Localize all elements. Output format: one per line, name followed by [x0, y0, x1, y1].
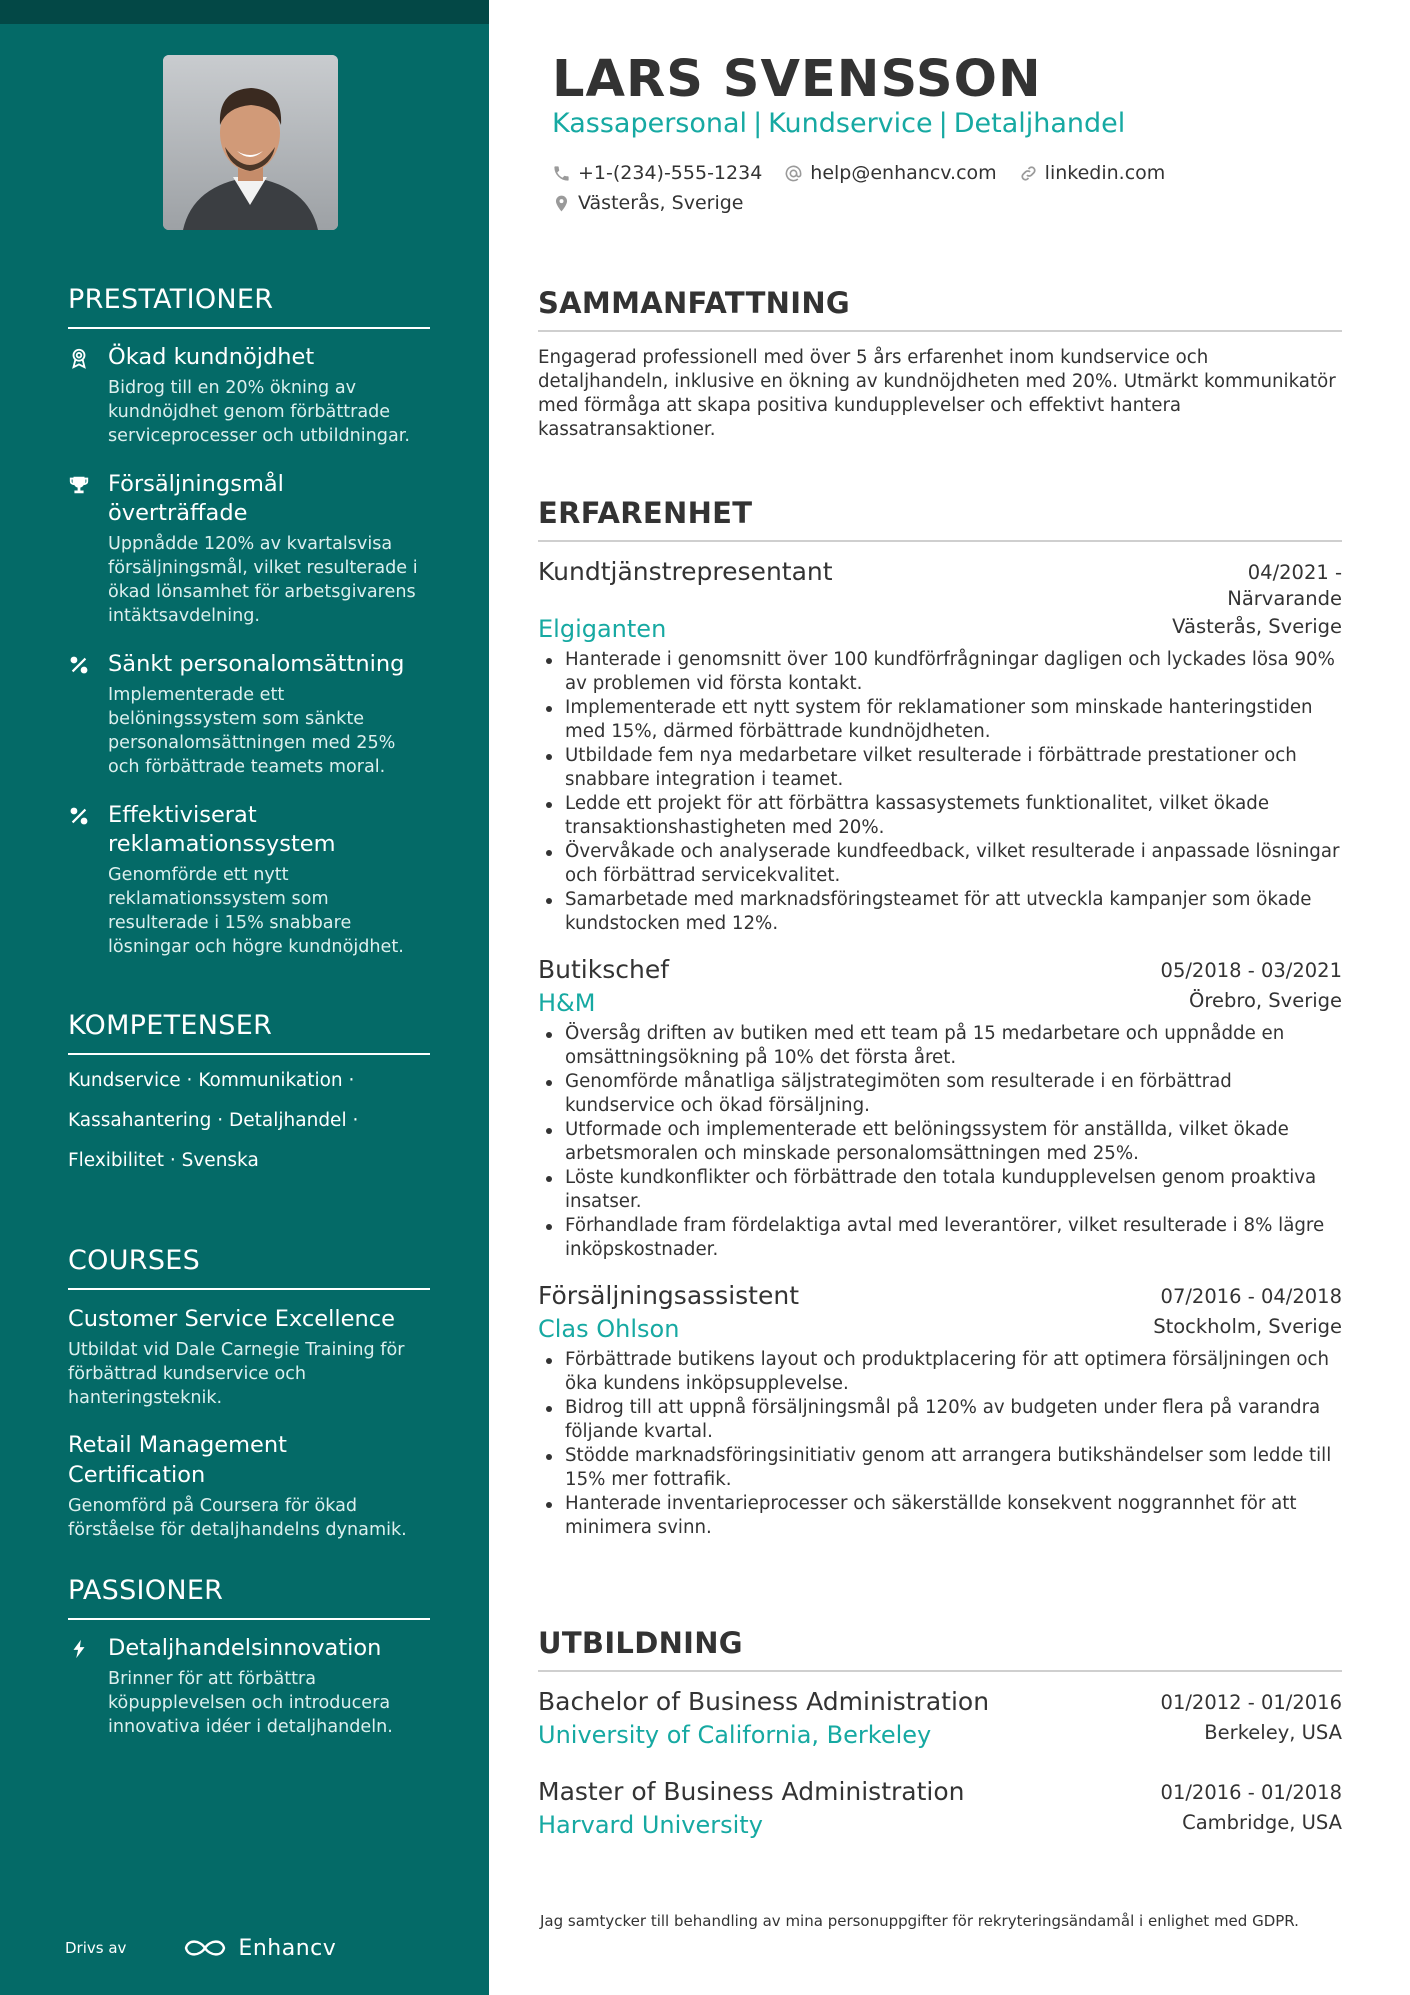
linkedin-text: linkedin.com: [1044, 162, 1166, 184]
achievement-item: [68, 650, 430, 779]
job-titles: [552, 108, 1125, 139]
achievements-section: [68, 284, 430, 981]
bullet-item: Förbättrade butikens layout och produktplacering för att optimera försäljningen och öka kundens inköpsupplevelse.: [538, 1348, 1342, 1396]
job-location: Västerås, Sverige: [1172, 615, 1342, 638]
trophy-icon: [68, 470, 108, 628]
skills-line: Kundservice · Kommunikation ·: [68, 1070, 355, 1091]
skills-line: Flexibilitet · Svenska: [68, 1150, 259, 1171]
percent-icon: [68, 801, 108, 959]
at-icon: [784, 164, 803, 183]
course-item: [68, 1304, 430, 1410]
summary-heading: SAMMANFATTNING: [538, 286, 1342, 332]
job-title: Försäljningsassistent: [538, 1281, 799, 1310]
job-title: Butikschef: [538, 955, 670, 984]
course-description: Utbildat vid Dale Carnegie Training för förbättrad kundservice och hanteringsteknik.: [68, 1340, 405, 1408]
achievement-item: [68, 343, 430, 448]
passions-heading: PASSIONER: [68, 1575, 430, 1620]
skills-heading: KOMPETENSER: [68, 1010, 430, 1055]
job-company: Elgiganten: [538, 615, 667, 643]
degree-title: Master of Business Administration: [538, 1777, 965, 1806]
job-date-end: Närvarande: [1227, 587, 1342, 610]
email-text: help@enhancv.com: [810, 162, 997, 184]
job-company: Clas Ohlson: [538, 1315, 680, 1343]
bullet-item: Utbildade fem nya medarbetare vilket resulterade i förbättrade prestationer och snabbare integration i teamet.: [538, 744, 1342, 792]
brand-name: Enhancv: [238, 1935, 337, 1961]
bullet-item: Hanterade i genomsnitt över 100 kundförfrågningar dagligen och lyckades lösa 90% av problemen vid första kontakt.: [538, 648, 1342, 696]
skills-section: [68, 1010, 430, 1189]
education-entry: [538, 1686, 1342, 1752]
job-date: [1227, 556, 1342, 612]
bullet-item: Utformade och implementerade ett belöningssystem för anställda, vilket ökade arbetsmoralen och minskade personalomsättningen med 25%.: [538, 1118, 1342, 1166]
achievements-heading: PRESTATIONER: [68, 284, 430, 329]
course-description: Genomförd på Coursera för ökad förståelse för detaljhandelns dynamik.: [68, 1496, 407, 1540]
sidebar-footer: [65, 1928, 445, 1968]
enhancv-logo[interactable]: [182, 1936, 336, 1961]
education-entry: [538, 1776, 1342, 1842]
bullet-item: Bidrog till att uppnå försäljningsmål på 120% av budgeten under flera på varandra följande kvartal.: [538, 1396, 1342, 1444]
achievement-title: Effektiviserat reklamationssystem: [108, 802, 336, 857]
gdpr-consent: Jag samtycker till behandling av mina personuppgifter för rekryteringsändamål i enlighet med GDPR.: [540, 1912, 1299, 1930]
powered-by-label: Drivs av: [65, 1939, 127, 1957]
bullet-item: Stödde marknadsföringsinitiativ genom att arrangera butikshändelser som ledde till 15% mer fottrafik.: [538, 1444, 1342, 1492]
job-date: 05/2018 - 03/2021: [1160, 959, 1342, 982]
bullet-item: Hanterade inventarieprocesser och säkerställde konsekvent noggrannhet för att minimera svinn.: [538, 1492, 1342, 1540]
achievement-description: Uppnådde 120% av kvartalsvisa försäljningsmål, vilket resulterade i ökad lönsamhet för arbetsgivarens intäktsavdelning.: [108, 534, 418, 626]
education-date: 01/2012 - 01/2016: [1160, 1691, 1342, 1714]
education-section: [538, 1626, 1342, 1866]
bullet-item: Övervåkade och analyserade kundfeedback, vilket resulterade i anpassade lösningar och förbättrad servicekvalitet.: [538, 840, 1342, 888]
course-title: Retail Management Certification: [68, 1432, 287, 1488]
location-row: [552, 192, 765, 214]
summary-section: [538, 286, 1342, 442]
title-item: Detaljhandel: [953, 108, 1126, 139]
bullet-item: Ledde ett projekt för att förbättra kassasystemets funktionalitet, vilket ökade transaktionshastigheten med 20%.: [538, 792, 1342, 840]
percent-icon: [68, 650, 108, 779]
award-icon: [68, 343, 108, 448]
education-heading: UTBILDNING: [538, 1626, 1342, 1672]
job-date: 07/2016 - 04/2018: [1160, 1285, 1342, 1308]
summary-text: Engagerad professionell med över 5 års erfarenhet inom kundservice och detaljhandeln, inklusive en ökning av kundnöjdheten med 20%. Utmärkt kommunikatör med förmåga att skapa positiva kundupplevelser och effektivt hantera kassatransaktioner.: [538, 347, 1336, 440]
school-name: Harvard University: [538, 1811, 763, 1839]
achievement-item: [68, 801, 430, 959]
linkedin-contact[interactable]: [1019, 162, 1166, 184]
passions-section: [68, 1575, 430, 1761]
achievement-title: Ökad kundnöjdhet: [108, 344, 315, 370]
title-item: Kundservice: [768, 108, 933, 139]
job-bullets: [538, 1348, 1342, 1540]
title-item: Kassapersonal: [552, 108, 748, 139]
passion-title: Detaljhandelsinnovation: [108, 1635, 382, 1661]
phone-icon: [552, 164, 571, 183]
courses-section: [68, 1245, 430, 1562]
passion-description: Brinner för att förbättra köpupplevelsen och introducera innovativa idéer i detaljhandeln.: [108, 1669, 393, 1737]
job-entry: [538, 1280, 1342, 1540]
job-location: Örebro, Sverige: [1189, 989, 1342, 1012]
school-location: Cambridge, USA: [1182, 1811, 1342, 1834]
achievement-description: Bidrog till en 20% ökning av kundnöjdhet genom förbättrade serviceprocesser och utbildningar.: [108, 378, 410, 446]
achievement-title: Försäljningsmål överträffade: [108, 471, 284, 526]
school-name: University of California, Berkeley: [538, 1721, 932, 1749]
infinity-logo-icon: [182, 1937, 228, 1959]
passion-item: [68, 1634, 430, 1739]
job-location: Stockholm, Sverige: [1153, 1315, 1342, 1338]
bolt-icon: [68, 1634, 108, 1739]
phone-text: +1-(234)-555-1234: [578, 162, 763, 184]
link-icon: [1019, 164, 1038, 183]
bullet-item: Implementerade ett nytt system för reklamationer som minskade hanteringstiden med 15%, därmed förbättrade kundnöjdheten.: [538, 696, 1342, 744]
profile-photo: [163, 55, 338, 230]
bullet-item: Översåg driften av butiken med ett team på 15 medarbetare och uppnådde en omsättningsökning på 10% det första året.: [538, 1022, 1342, 1070]
degree-title: Bachelor of Business Administration: [538, 1687, 990, 1716]
bullet-item: Samarbetade med marknadsföringsteamet för att utveckla kampanjer som ökade kundstocken med 12%.: [538, 888, 1342, 936]
title-separator: |: [753, 108, 763, 139]
job-title: Kundtjänstrepresentant: [538, 557, 833, 586]
achievement-description: Genomförde ett nytt reklamationssystem som resulterade i 15% snabbare lösningar och högre kundnöjdhet.: [108, 865, 404, 957]
job-entry: [538, 556, 1342, 936]
location-pin-icon: [552, 194, 571, 213]
education-date: 01/2016 - 01/2018: [1160, 1781, 1342, 1804]
location-contact: [552, 192, 743, 214]
job-bullets: [538, 648, 1342, 936]
achievement-title: Sänkt personalomsättning: [108, 651, 405, 677]
job-bullets: [538, 1022, 1342, 1262]
bullet-item: Löste kundkonflikter och förbättrade den totala kundupplevelsen genom proaktiva insatser.: [538, 1166, 1342, 1214]
bullet-item: Förhandlade fram fördelaktiga avtal med leverantörer, vilket resulterade i 8% lägre inköpskostnader.: [538, 1214, 1342, 1262]
contact-row: [552, 162, 1187, 184]
achievement-item: [68, 470, 430, 628]
candidate-name: LARS SVENSSON: [552, 50, 1042, 109]
course-title: Customer Service Excellence: [68, 1306, 395, 1332]
title-separator: |: [938, 108, 948, 139]
sidebar: [0, 0, 489, 1995]
phone-contact[interactable]: [552, 162, 762, 184]
experience-heading: ERFARENHET: [538, 496, 1342, 542]
sidebar-top-band: [0, 0, 489, 24]
job-company: H&M: [538, 989, 596, 1017]
course-item: [68, 1430, 430, 1542]
school-location: Berkeley, USA: [1204, 1721, 1342, 1744]
courses-heading: COURSES: [68, 1245, 430, 1290]
skills-line: Kassahantering · Detaljhandel ·: [68, 1110, 359, 1131]
bullet-item: Genomförde månatliga säljstrategimöten som resulterade i en förbättrad kundservice och ökad försäljning.: [538, 1070, 1342, 1118]
job-date-start: 04/2021 -: [1247, 561, 1342, 584]
location-text: Västerås, Sverige: [578, 192, 744, 214]
experience-section: [538, 496, 1342, 1552]
email-contact[interactable]: [784, 162, 996, 184]
achievement-description: Implementerade ett belöningssystem som sänkte personalomsättningen med 25% och förbättrade teamets moral.: [108, 685, 396, 777]
job-entry: [538, 954, 1342, 1262]
